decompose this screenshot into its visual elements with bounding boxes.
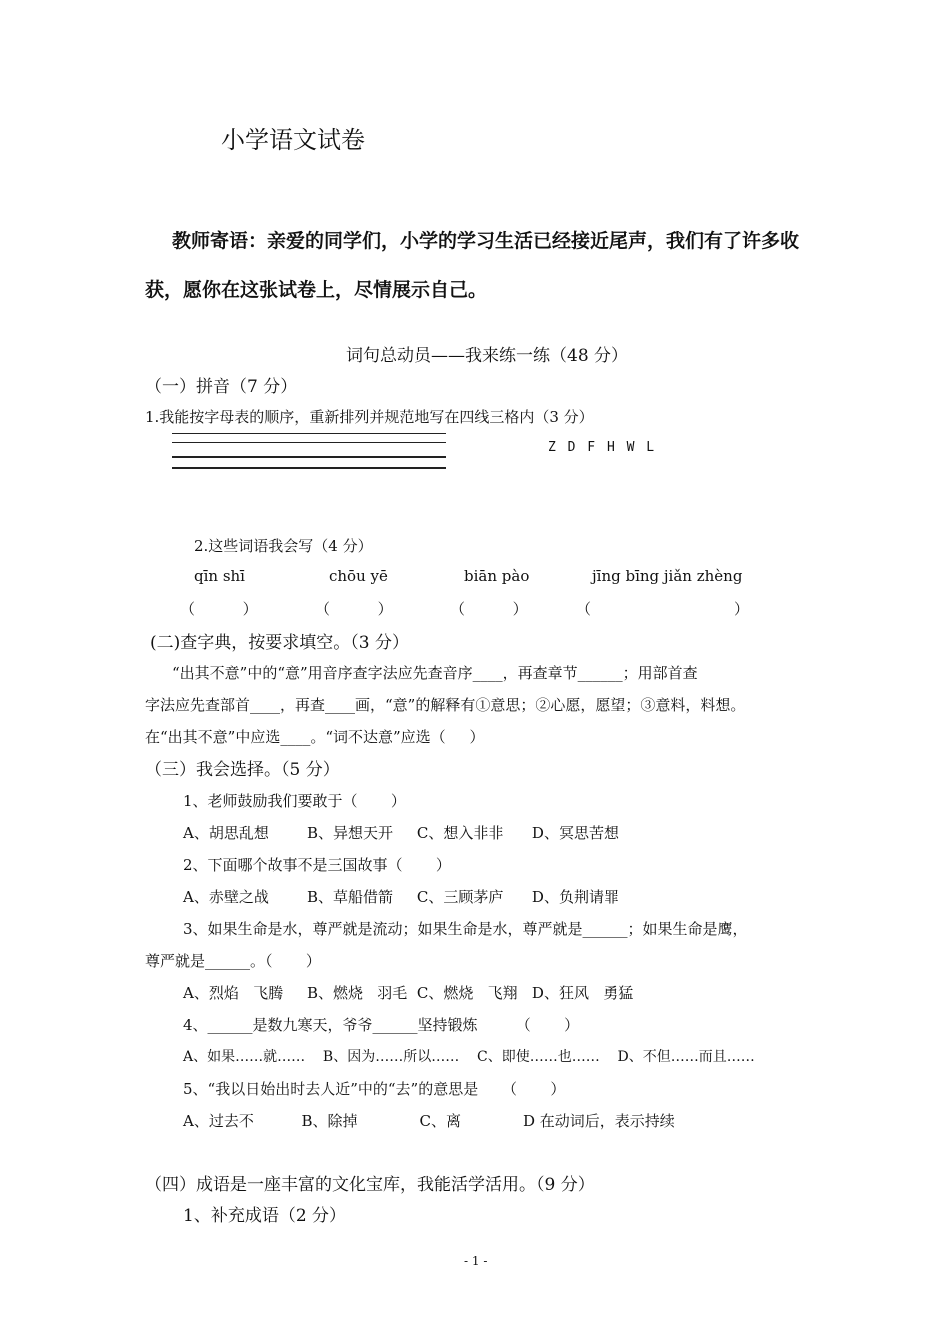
greeting-line-1: 教师寄语：亲爱的同学们，小学的学习生活已经接近尾声，我们有了许多收 — [172, 230, 800, 252]
part4-heading: （四）成语是一座丰富的文化宝库，我能活学活用。（9 分） — [145, 1175, 595, 1195]
answer-bracket-4: （ ） — [576, 600, 750, 618]
part1-question-2: 2.这些词语我会写（4 分） — [194, 537, 373, 555]
letters-to-order: Z D F H W L — [548, 440, 657, 455]
part2-line-2: 字法应先查部首____，再查____画，“意”的解释有①意思；②心愿，愿望；③意料，料想。 — [145, 696, 746, 714]
part2-line-3: 在“出其不意”中应选____。“词不达意”应选（ ） — [145, 728, 485, 746]
part3-line: 1、老师鼓励我们要敢于（ ） — [183, 792, 406, 810]
answer-bracket-2: （ ） — [315, 600, 393, 618]
grid-line — [172, 442, 446, 443]
pinyin-3: biān pào — [464, 567, 530, 585]
part3-line: 2、下面哪个故事不是三国故事（ ） — [183, 856, 451, 874]
part3-line: 4、______是数九寒天，爷爷______坚持锻炼 （ ） — [183, 1016, 580, 1034]
pinyin-2: chōu yē — [329, 567, 388, 585]
grid-line — [172, 456, 446, 458]
grid-line — [172, 433, 446, 434]
page-number: - 1 - — [464, 1254, 488, 1268]
pinyin-4: jīng bīng jiǎn zhèng — [592, 567, 743, 585]
page-title: 小学语文试卷 — [221, 126, 365, 154]
answer-bracket-1: （ ） — [180, 600, 258, 618]
pinyin-1: qīn shī — [194, 567, 245, 585]
part3-line: A、过去不 B、除掉 C、离 D 在动词后，表示持续 — [183, 1112, 675, 1130]
greeting-line-2: 获，愿你在这张试卷上，尽情展示自己。 — [145, 279, 488, 301]
grid-line — [172, 467, 446, 469]
part2-heading: (二)查字典，按要求填空。（3 分） — [150, 633, 409, 653]
part3-line: A、如果……就…… B、因为……所以…… C、即使……也…… D、不但……而且…… — [183, 1049, 755, 1065]
part3-line: 尊严就是______。（ ） — [145, 952, 321, 970]
part2-line-1: “出其不意”中的“意”用音序查字法应先查音序____，再查章节______；用部首查 — [172, 664, 698, 682]
part3-line: 5、“我以日始出时去人近”中的“去”的意思是 （ ） — [183, 1080, 566, 1098]
section-heading: 词句总动员——我来练一练（48 分） — [346, 346, 629, 366]
part3-line: A、烈焰 飞腾 B、燃烧 羽毛 C、燃烧 飞翔 D、狂风 勇猛 — [183, 984, 634, 1002]
part3-line: A、胡思乱想 B、异想天开 C、想入非非 D、冥思苦想 — [183, 824, 619, 842]
answer-bracket-3: （ ） — [450, 600, 528, 618]
part3-line: 3、如果生命是水，尊严就是流动；如果生命是水，尊严就是______；如果生命是鹰， — [183, 920, 748, 938]
part3-heading: （三）我会选择。（5 分） — [145, 760, 340, 780]
part3-line: A、赤壁之战 B、草船借箭 C、三顾茅庐 D、负荆请罪 — [183, 888, 619, 906]
part4-subheading: 1、补充成语（2 分） — [183, 1206, 347, 1226]
part1-question-1: 1.我能按字母表的顺序，重新排列并规范地写在四线三格内（3 分） — [145, 408, 594, 426]
part1-heading: （一）拼音（7 分） — [145, 377, 298, 397]
